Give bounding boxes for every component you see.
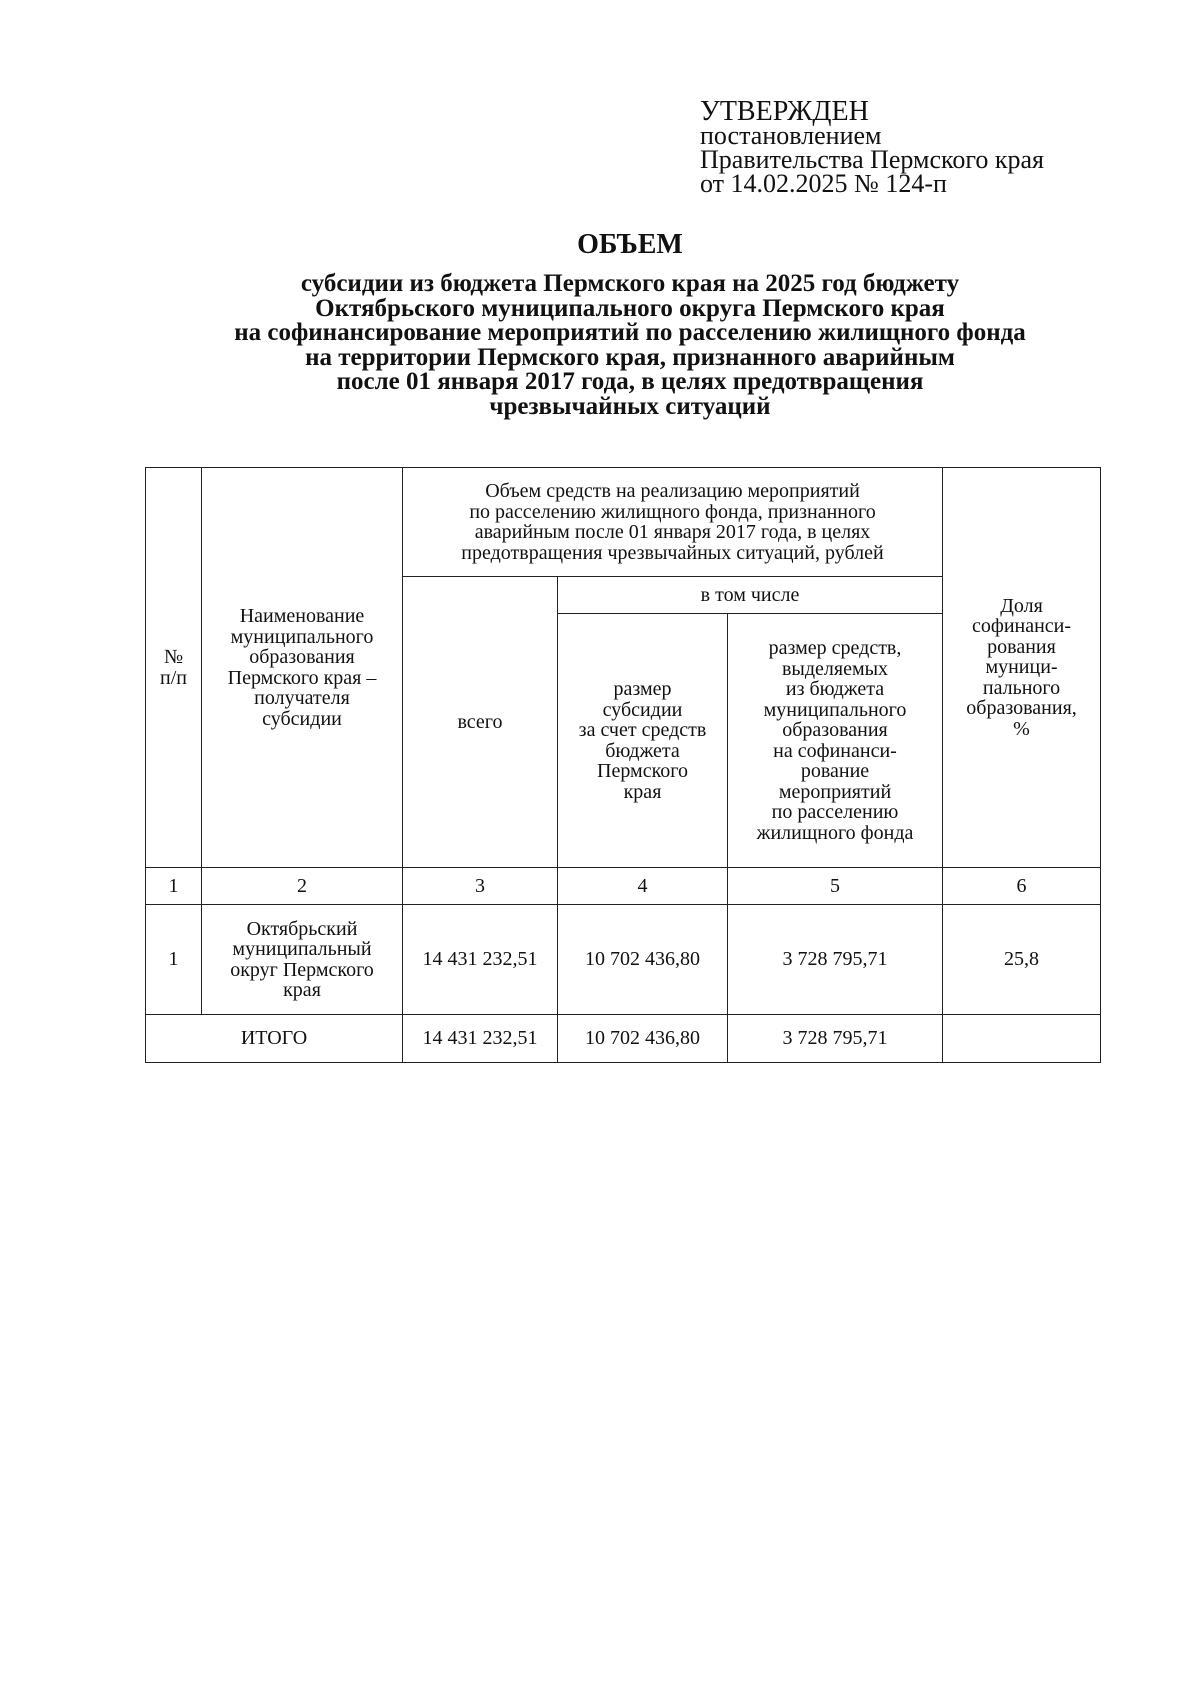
approval-line-3: от 14.02.2025 № 124-п — [700, 169, 947, 198]
summary-total: 14 431 232,51 — [403, 1015, 558, 1063]
row-municipal: 3 728 795,71 — [728, 905, 943, 1015]
column-number: 3 — [403, 868, 558, 905]
document-subtitle — [140, 272, 1120, 419]
subsidy-table — [145, 467, 1101, 1063]
approval-block — [700, 96, 1170, 198]
header-including: в том числе — [558, 577, 943, 614]
subtitle-line: Октябрьского муниципального округа Пермского края — [315, 294, 945, 322]
row-name: Октябрьский муниципальный округ Пермского края — [202, 905, 403, 1015]
summary-label: ИТОГО — [146, 1015, 403, 1063]
approval-stamp: УТВЕРЖДЕН — [700, 96, 869, 127]
row-regional: 10 702 436,80 — [558, 905, 728, 1015]
column-number: 6 — [943, 868, 1101, 905]
row-num: 1 — [146, 905, 202, 1015]
header-volume: Объем средств на реализацию мероприятий по расселению жилищного фонда, признанного аварийным после 01 января 2017 года, в целях предотвращения чрезвычайных ситуаций, рублей — [403, 468, 943, 577]
subtitle-line: на софинансирование мероприятий по расселению жилищного фонда — [234, 319, 1026, 346]
summary-municipal: 3 728 795,71 — [728, 1015, 943, 1063]
summary-regional: 10 702 436,80 — [558, 1015, 728, 1063]
header-total: всего — [403, 577, 558, 868]
summary-share — [943, 1015, 1101, 1063]
column-number: 1 — [146, 868, 202, 905]
subtitle-line: чрезвычайных ситуаций — [489, 392, 771, 420]
row-share: 25,8 — [943, 905, 1101, 1015]
header-name: Наименование муниципального образования Пермского края – получателя субсидии — [202, 468, 403, 868]
header-regional: размер субсидии за счет средств бюджета Пермского края — [558, 614, 728, 868]
column-number: 2 — [202, 868, 403, 905]
header-share: Доля софинанси- рования муници- пального образования, % — [943, 468, 1101, 868]
column-number: 5 — [728, 868, 943, 905]
approval-line-2: Правительства Пермского края — [700, 145, 1044, 174]
subtitle-line: после 01 января 2017 года, в целях предотвращения — [336, 368, 924, 395]
row-total: 14 431 232,51 — [403, 905, 558, 1015]
document-title: ОБЪЕМ — [577, 229, 683, 260]
header-num: № п/п — [146, 468, 202, 868]
column-number: 4 — [558, 868, 728, 905]
approval-line-1: постановлением — [700, 121, 882, 150]
subtitle-line: на территории Пермского края, признанного аварийным — [305, 343, 955, 371]
table-row — [146, 905, 1101, 1015]
subtitle-line: субсидии из бюджета Пермского края на 2025 год бюджету — [300, 270, 960, 297]
summary-row — [146, 1015, 1101, 1063]
header-municipal: размер средств, выделяемых из бюджета муниципального образования на софинанси- рование мероприятий по расселению жилищного фонда — [728, 614, 943, 868]
